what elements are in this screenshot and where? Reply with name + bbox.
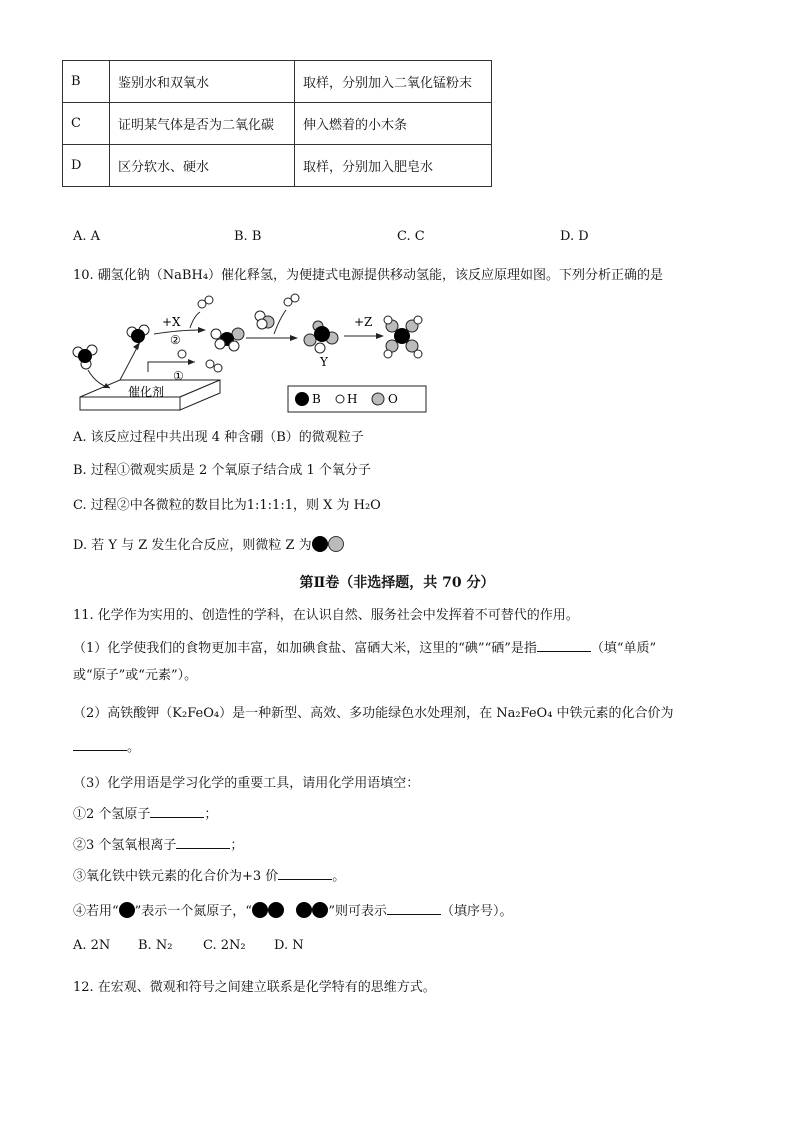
section-title: 第Ⅱ卷（非选择题，共 70 分） bbox=[299, 575, 495, 591]
q11-choice-b: B. N₂ bbox=[138, 938, 173, 953]
q11-sub2-text: ②3 个氢氧根离子 bbox=[73, 838, 177, 853]
q12-stem: 12. 在宏观、微观和符号之间建立联系是化学特有的思维方式。 bbox=[73, 980, 436, 995]
step-x-label: +X bbox=[162, 315, 181, 329]
table-row bbox=[63, 61, 492, 103]
step1-label: ① bbox=[173, 369, 184, 383]
q10-option-a: A. 该反应过程中共出现 4 种含硼（B）的微观粒子 bbox=[73, 430, 364, 445]
oxygen-atom-icon bbox=[328, 536, 344, 552]
answer-blank[interactable] bbox=[150, 806, 204, 818]
q11-part2-answer bbox=[73, 736, 140, 755]
table-cell: D bbox=[63, 145, 110, 187]
table-cell: 区分软水、硬水 bbox=[110, 145, 295, 187]
nitrogen-atom-icon bbox=[296, 902, 312, 918]
table-cell: 取样，分别加入二氧化锰粉末 bbox=[295, 61, 492, 103]
q11-sub4-text2: ”表示一个氮原子，“ bbox=[134, 904, 252, 919]
catalyst-label: 催化剂 bbox=[128, 385, 165, 399]
q11-part1-cont: 或“原子”或“元素”）。 bbox=[73, 668, 198, 683]
q11-sub4-text4: （填序号）。 bbox=[441, 904, 513, 919]
answer-blank[interactable] bbox=[73, 739, 127, 751]
legend-o: O bbox=[388, 392, 398, 406]
q11-sub4-text: ④若用“ bbox=[73, 904, 119, 919]
q11-sub2 bbox=[73, 834, 243, 853]
nitrogen-atom-icon bbox=[119, 902, 135, 918]
q11-part1 bbox=[73, 637, 656, 656]
punctuation: 。 bbox=[332, 869, 346, 884]
q11-choice-c: C. 2N₂ bbox=[203, 938, 246, 953]
table-cell: C bbox=[63, 103, 110, 145]
q11-choice-a: A. 2N bbox=[73, 938, 111, 953]
nitrogen-atom-icon bbox=[252, 902, 268, 918]
table-cell: 取样，分别加入肥皂水 bbox=[295, 145, 492, 187]
q10-option-b: B. 过程①微观实质是 2 个氧原子结合成 1 个氧分子 bbox=[73, 463, 371, 478]
q10-option-d bbox=[73, 534, 344, 553]
q11-stem: 11. 化学作为实用的、创造性的学科，在认识自然、服务社会中发挥着不可替代的作用。 bbox=[73, 608, 579, 623]
answer-blank[interactable] bbox=[537, 640, 591, 652]
q9-answer-b: B. B bbox=[234, 229, 262, 244]
nitrogen-atom-icon bbox=[312, 902, 328, 918]
options-table bbox=[62, 60, 492, 187]
q11-sub4-text3: ”则可表示 bbox=[328, 904, 388, 919]
answer-blank[interactable] bbox=[278, 868, 332, 880]
q11-choice-d: D. N bbox=[274, 938, 304, 953]
table-cell: B bbox=[63, 61, 110, 103]
q10-option-d-text: D. 若 Y 与 Z 发生化合反应，则微粒 Z 为 bbox=[73, 538, 312, 553]
punctuation: ； bbox=[204, 807, 218, 822]
q11-part1-text: （1）化学使我们的食物更加丰富，如加碘食盐、富硒大米，这里的“碘”“硒”是指 bbox=[73, 641, 537, 656]
period: 。 bbox=[127, 740, 141, 755]
q10-stem: 10. 硼氢化钠（NaBH₄）催化释氢，为便捷式电源提供移动氢能，该反应原理如图。下列分析正确的是 bbox=[73, 268, 664, 283]
table-cell: 伸入燃着的小木条 bbox=[295, 103, 492, 145]
q10-option-c: C. 过程②中各微粒的数目比为1:1:1:1，则 X 为 H₂O bbox=[73, 498, 381, 513]
table-row bbox=[63, 145, 492, 187]
y-label: Y bbox=[320, 355, 328, 369]
q11-sub1-text: ①2 个氢原子 bbox=[73, 807, 151, 822]
q9-answer-a: A. A bbox=[73, 229, 101, 244]
q11-part1-hint: （填“单质” bbox=[590, 641, 657, 656]
punctuation: ； bbox=[230, 838, 244, 853]
q9-answer-d: D. D bbox=[560, 229, 589, 244]
answer-blank[interactable] bbox=[387, 903, 441, 915]
q11-sub3-text: ③氧化铁中铁元素的化合价为+3 价 bbox=[73, 869, 279, 884]
reaction-diagram bbox=[70, 292, 440, 417]
step-z-label: +Z bbox=[354, 315, 373, 329]
q11-sub4 bbox=[73, 900, 513, 919]
nitrogen-atom-icon bbox=[268, 902, 284, 918]
q11-sub1 bbox=[73, 803, 217, 822]
q11-sub3 bbox=[73, 865, 345, 884]
boron-atom-icon bbox=[312, 536, 328, 552]
table-row bbox=[63, 103, 492, 145]
legend-h: H bbox=[347, 392, 358, 406]
step2-label: ② bbox=[170, 333, 181, 347]
legend-b: B bbox=[312, 392, 321, 406]
table-cell: 证明某气体是否为二氧化碳 bbox=[110, 103, 295, 145]
q11-part2: （2）高铁酸钾（K₂FeO₄）是一种新型、高效、多功能绿色水处理剂，在 Na₂FeO₄ 中铁元素的化合价为 bbox=[73, 706, 674, 721]
table-cell: 鉴别水和双氧水 bbox=[110, 61, 295, 103]
answer-blank[interactable] bbox=[176, 837, 230, 849]
q9-answer-c: C. C bbox=[397, 229, 425, 244]
q11-part3: （3）化学用语是学习化学的重要工具，请用化学用语填空： bbox=[73, 776, 420, 791]
